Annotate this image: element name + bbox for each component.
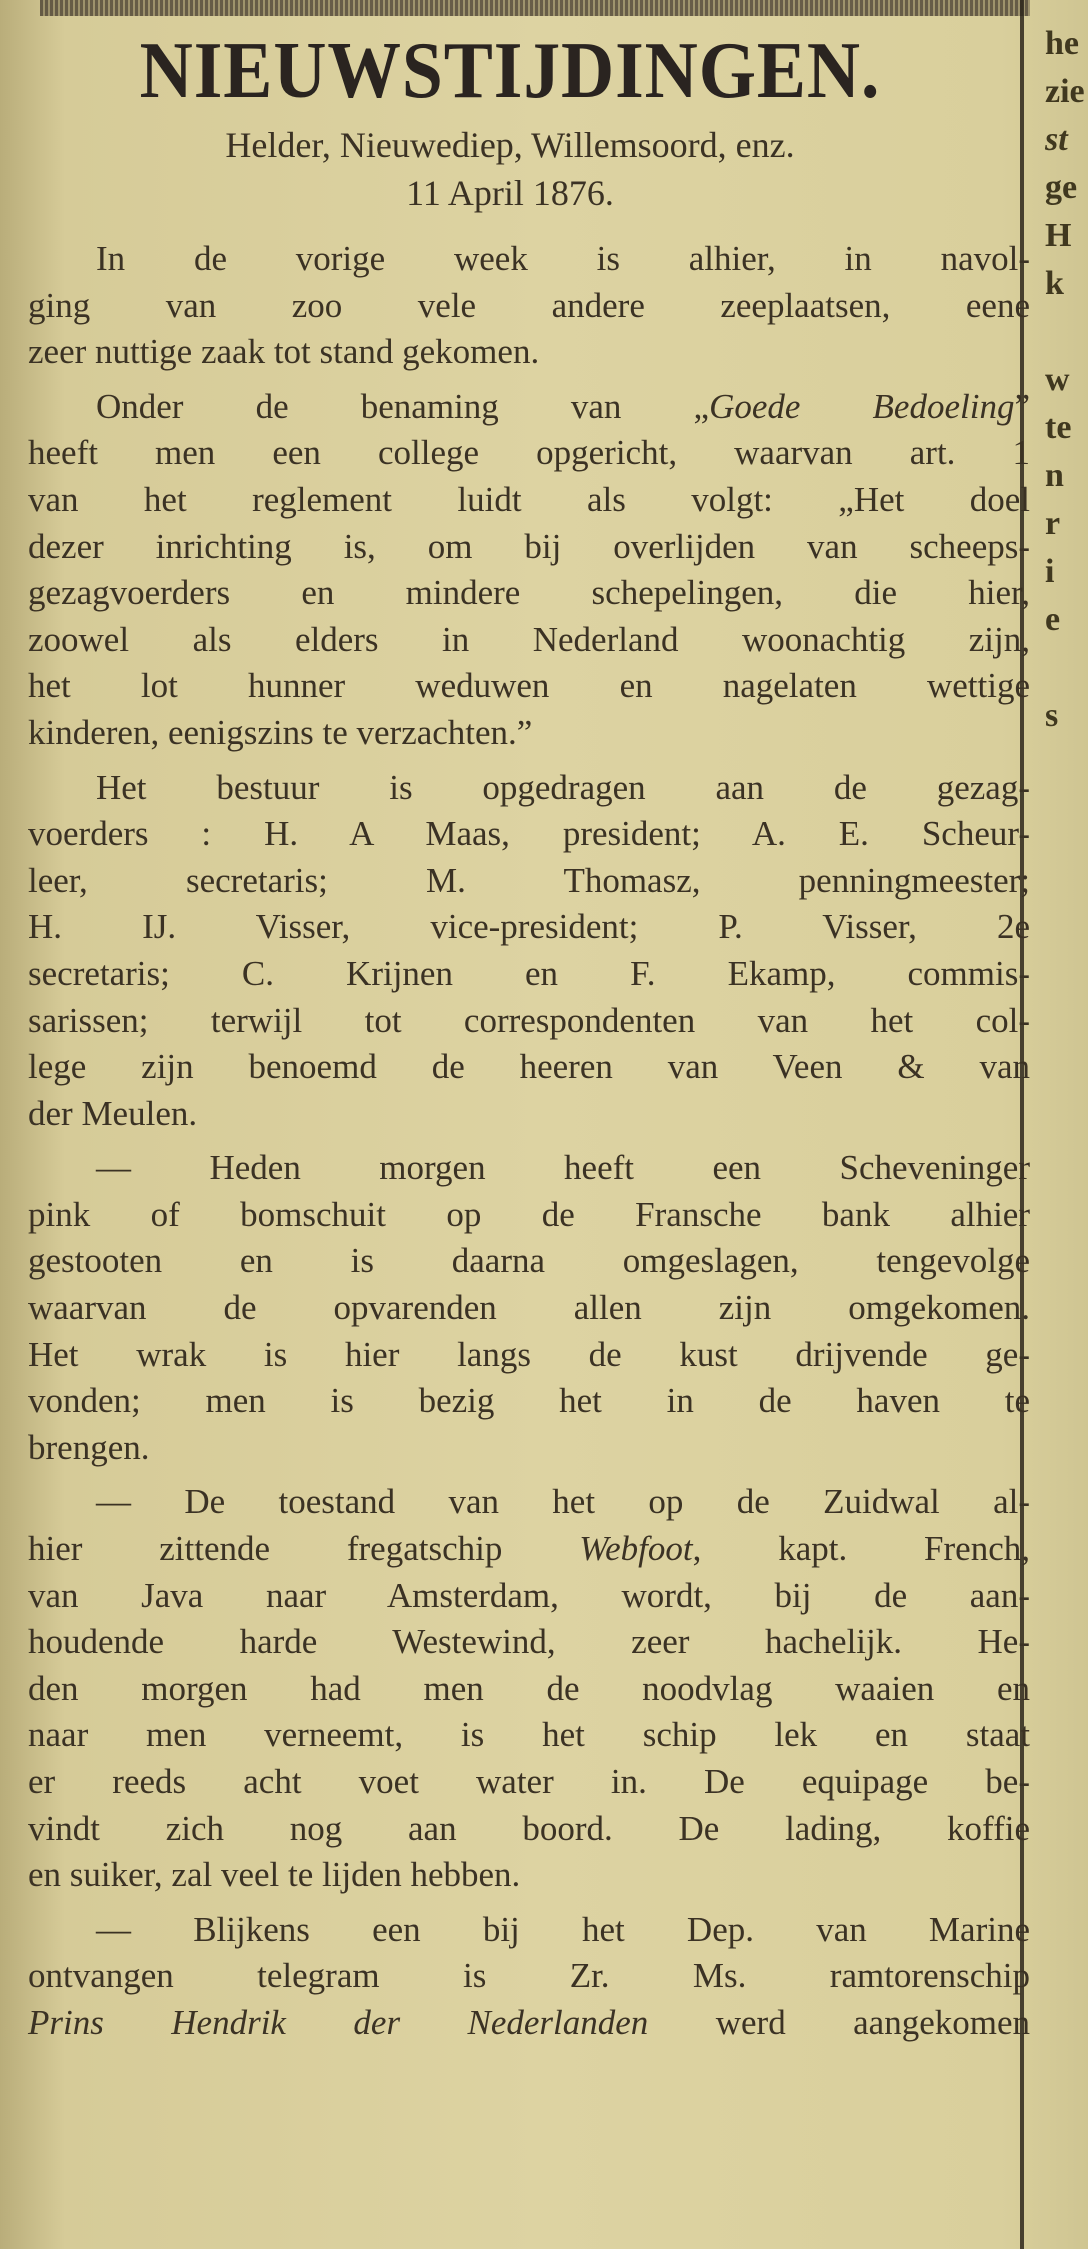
location-line: Helder, Nieuwediep, Willemsoord, enz. <box>225 125 795 165</box>
text-line: gezagvoerders en mindere schepelingen, die hier, <box>28 573 1030 613</box>
text-line: — De toestand van het op de Zuidwal al- <box>96 1482 1030 1522</box>
top-border <box>40 0 1030 16</box>
text-line: — Heden morgen heeft een Scheveninger <box>96 1148 1030 1188</box>
text-line: zoowel als elders in Nederland woonachtig zijn, <box>28 619 1030 659</box>
text-line: den morgen had men de noodvlag waaien en <box>28 1668 1030 1708</box>
fragment-line: ge <box>1045 169 1078 206</box>
text-line <box>28 1526 1030 1573</box>
text-line: heeft men een college opgericht, waarvan art. 1 <box>28 433 1030 473</box>
text-span: hier zittende fregatschip <box>28 1529 580 1569</box>
text-line: brengen. <box>28 1427 150 1467</box>
text-line: vonden; men is bezig het in de haven te <box>28 1381 1030 1421</box>
text-line: pink of bomschuit op de Fransche bank alhier <box>28 1194 1030 1234</box>
text-line: houdende harde Westewind, zeer hachelijk. He- <box>28 1622 1030 1662</box>
text-span: werd aangekomen <box>648 2002 1030 2042</box>
text-line: secretaris; C. Krijnen en F. Ekamp, commis- <box>28 953 1030 993</box>
date-line: 11 April 1876. <box>406 173 614 213</box>
italic-name: Prins Hendrik der Nederlanden <box>28 2002 649 2042</box>
fragment-line: st <box>1045 121 1068 158</box>
fragment-line: s <box>1045 697 1059 734</box>
article-column <box>28 236 1030 2047</box>
fragment-line: he <box>1045 25 1079 62</box>
text-line: waarvan de opvarenden allen zijn omgekomen. <box>28 1288 1030 1328</box>
fragment-line: r <box>1045 505 1061 542</box>
text-line: In de vorige week is alhier, in navol- <box>96 239 1030 278</box>
text-line: Het bestuur is opgedragen aan de gezag- <box>96 767 1030 807</box>
text-line: voerders : H. A Maas, president; A. E. Scheur- <box>28 814 1030 854</box>
text-line: van het reglement luidt als volgt: „Het doel <box>28 479 1030 519</box>
text-span: ” <box>1014 386 1030 426</box>
text-line: Het wrak is hier langs de kust drijvende ge- <box>28 1334 1030 1374</box>
section-title: NIEUWSTIJDINGEN. <box>139 27 881 115</box>
text-line: — Blijkens een bij het Dep. van Marine <box>96 1909 1030 1949</box>
fragment-line <box>1045 644 1088 692</box>
text-line: kinderen, eenigszins te verzachten.” <box>28 712 533 752</box>
text-line: sarissen; terwijl tot correspondenten van het col- <box>28 1000 1030 1040</box>
fragment-line: te <box>1045 409 1072 446</box>
fragment-line: n <box>1045 457 1064 494</box>
fragment-line: w <box>1045 361 1070 398</box>
text-line: en suiker, zal veel te lijden hebben. <box>28 1855 521 1895</box>
text-line <box>28 384 1030 431</box>
text-span: , kapt. French, <box>692 1529 1030 1569</box>
fragment-line: k <box>1045 265 1064 302</box>
text-line: H. IJ. Visser, vice-president; P. Visser, 2e <box>28 907 1030 947</box>
text-line: zeer nuttige zaak tot stand gekomen. <box>28 332 540 372</box>
text-line: der Meulen. <box>28 1093 198 1133</box>
text-line: ging van zoo vele andere zeeplaatsen, eene <box>28 285 1030 325</box>
fragment-line: zie <box>1045 73 1085 110</box>
text-line: het lot hunner weduwen en nagelaten wettige <box>28 666 1030 706</box>
italic-name: Goede Bedoeling <box>709 386 1015 426</box>
italic-name: Webfoot <box>579 1529 693 1569</box>
text-line: vindt zich nog aan boord. De lading, koffie <box>28 1808 1030 1848</box>
text-line: leer, secretaris; M. Thomasz, penningmeester; <box>28 860 1030 900</box>
text-line: van Java naar Amsterdam, wordt, bij de aan- <box>28 1575 1030 1615</box>
text-line: naar men verneemt, is het schip lek en staat <box>28 1715 1030 1755</box>
fragment-line: e <box>1045 601 1061 638</box>
text-line <box>28 2000 1030 2047</box>
text-line: er reeds acht voet water in. De equipage be- <box>28 1762 1030 1801</box>
text-line: dezer inrichting is, om bij overlijden van scheeps- <box>28 526 1030 566</box>
text-line: ontvangen telegram is Zr. Ms. ramtorenschip <box>28 1956 1030 1996</box>
fragment-line <box>1045 308 1088 356</box>
fragment-line: i <box>1045 553 1055 590</box>
text-line: lege zijn benoemd de heeren van Veen & van <box>28 1047 1030 1087</box>
text-span: Onder de benaming van „ <box>96 386 710 426</box>
fragment-line: H <box>1045 217 1072 254</box>
adjacent-column-fragment <box>1045 20 1088 740</box>
text-line: gestooten en is daarna omgeslagen, tengevolge <box>28 1241 1030 1281</box>
